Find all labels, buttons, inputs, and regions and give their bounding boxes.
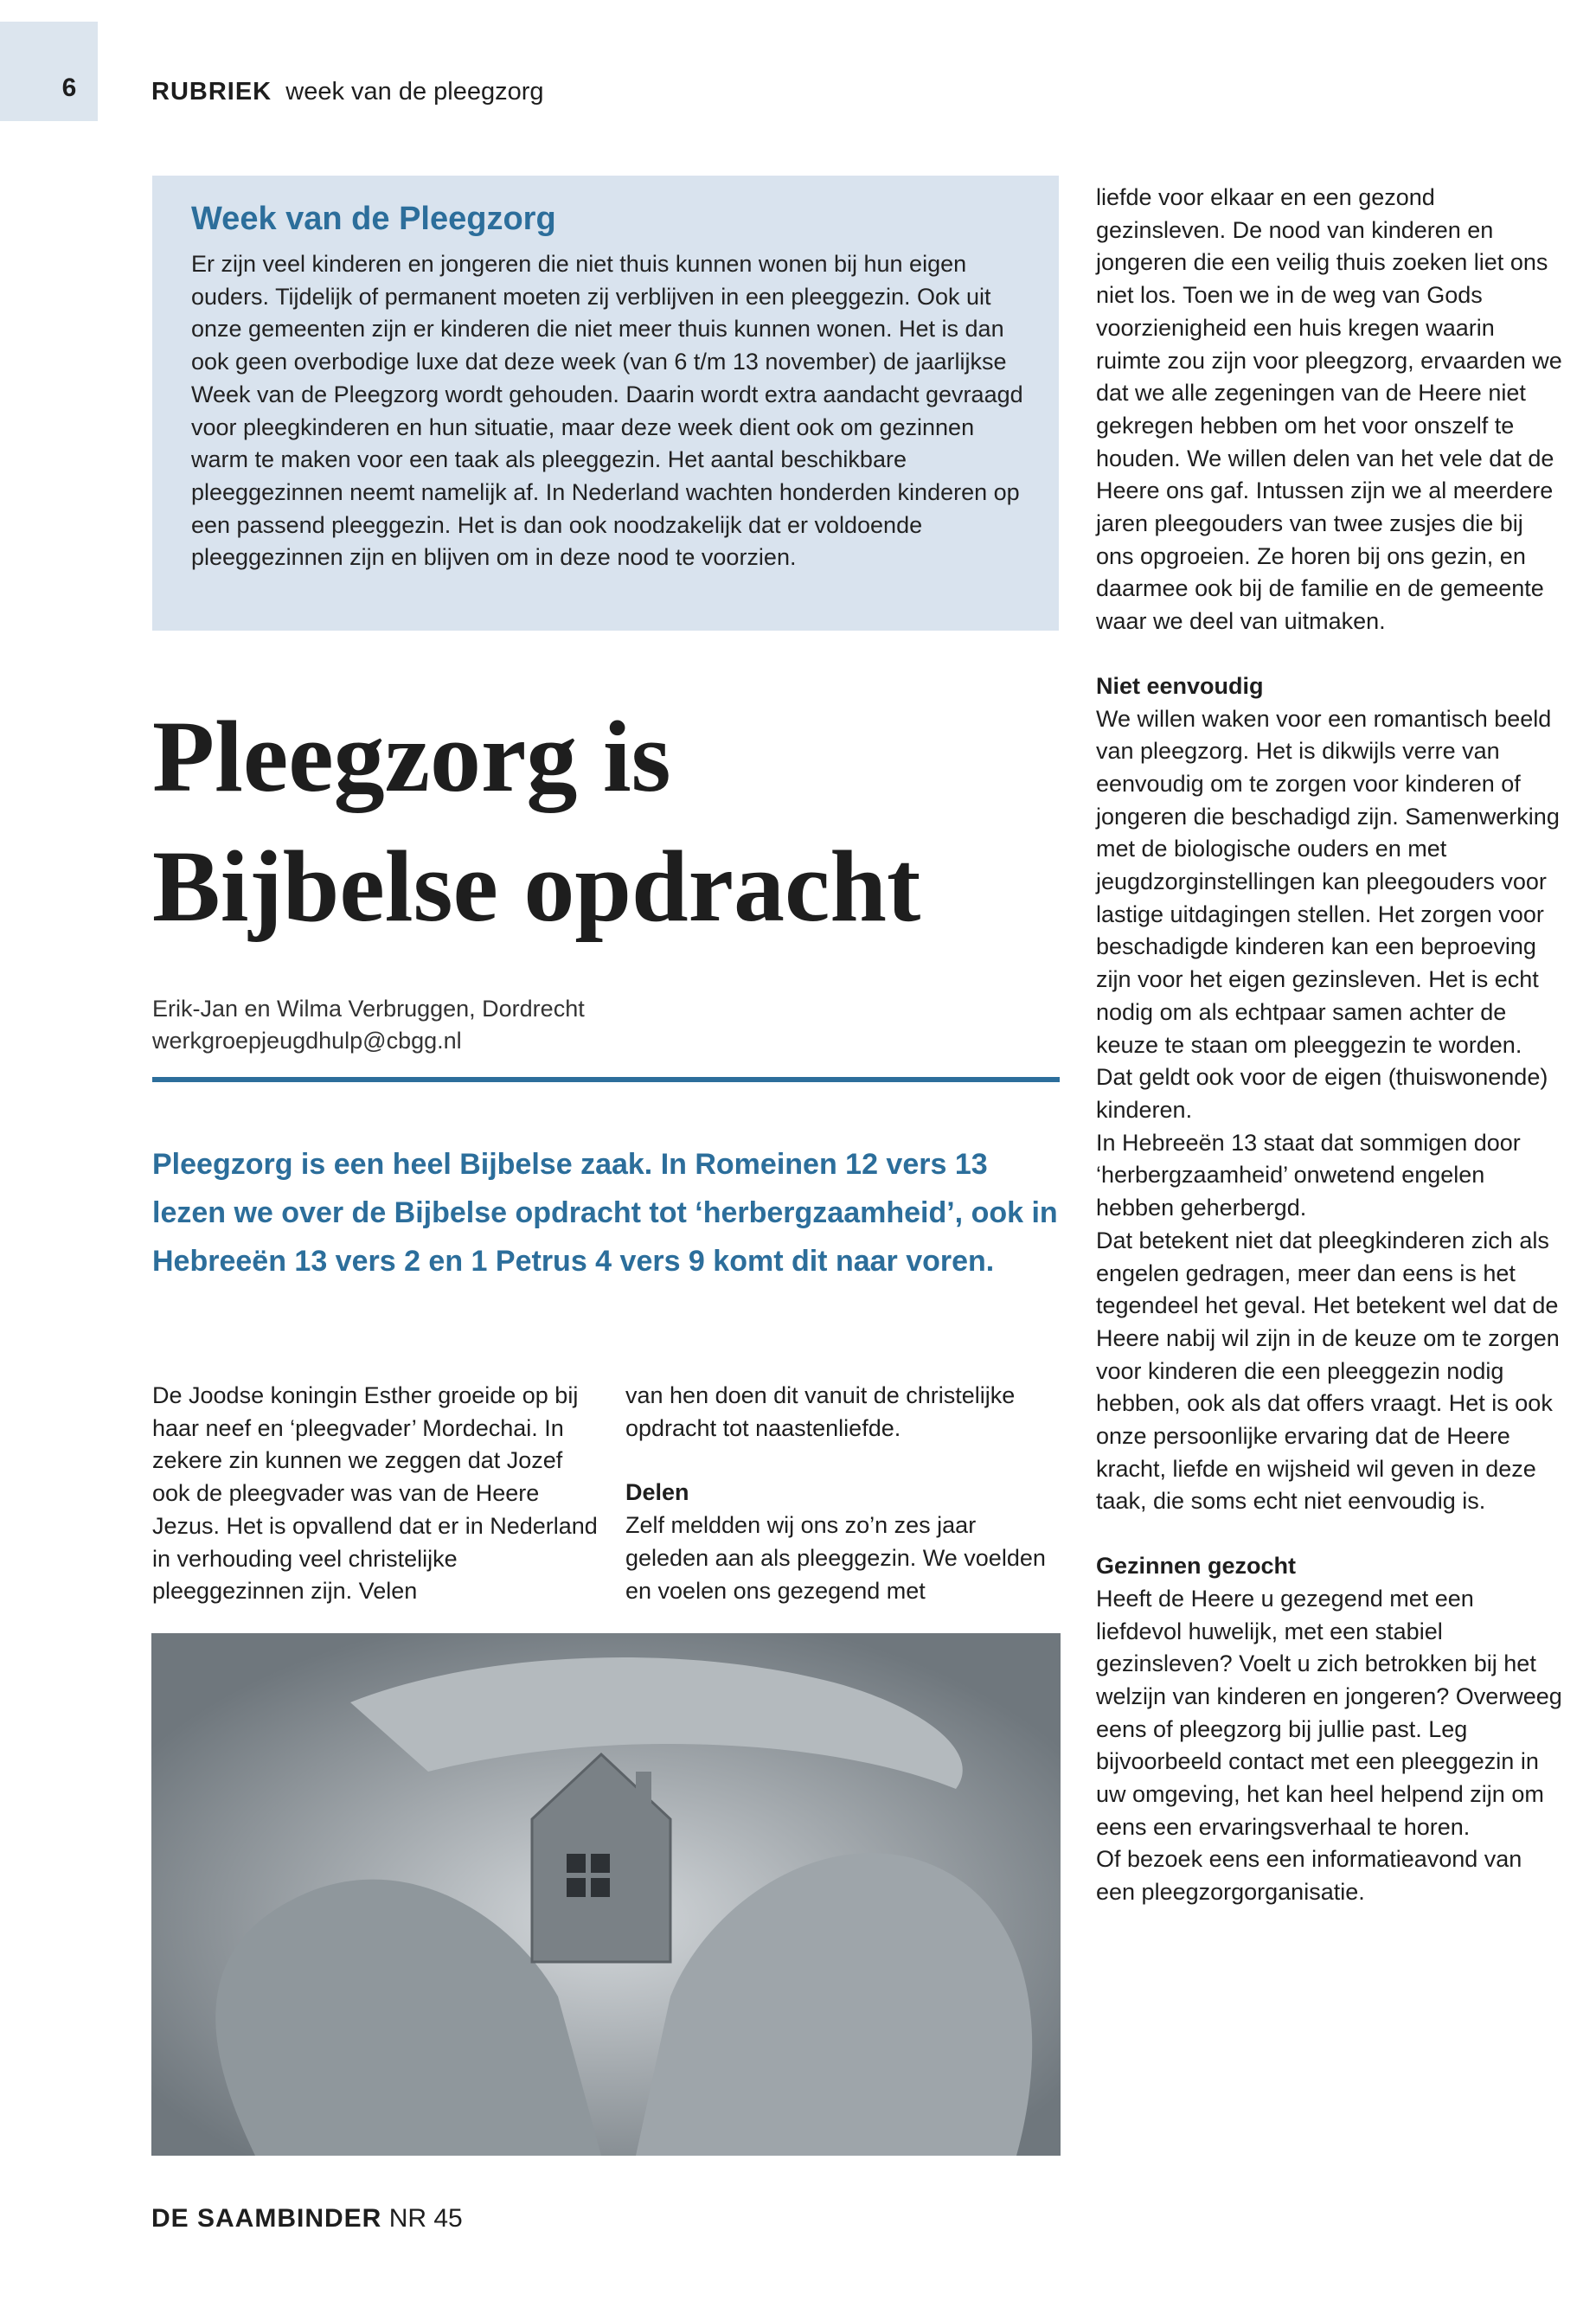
section-label: RUBRIEK bbox=[151, 78, 272, 106]
page-number: 6 bbox=[61, 74, 77, 102]
paragraph: Dat betekent niet dat pleegkinderen zich als engelen gedragen, meer dan eens is het tegendeel het geval. Het betekent wel dat de Heere nabij wil zijn in de keuze om te zorgen voor kinderen die een pleeggezin nodig hebben, ook als dat offers vraagt. Het is ook onze persoonlijke ervaring dat de Heere kracht, liefde en wijsheid wil geven in deze taak, die soms echt niet eenvoudig is. bbox=[1096, 1227, 1560, 1515]
house-window bbox=[567, 1854, 586, 1873]
intro-title: Week van de Pleegzorg bbox=[191, 201, 556, 237]
magazine-name: DE SAAMBINDER bbox=[151, 2204, 382, 2233]
running-header bbox=[151, 78, 544, 106]
column-3 bbox=[1096, 182, 1563, 1909]
house-chimney bbox=[636, 1772, 651, 1806]
paragraph: Zelf meldden wij ons zo’n zes jaar geleden aan als pleeggezin. We voelden en voelen ons gezegend met bbox=[625, 1512, 1046, 1604]
intro-text: Er zijn veel kinderen en jongeren die niet thuis kunnen wonen bij hun eigen ouders. Tijdelijk of permanent moeten zij verblijven in een pleeggezin. Ook uit onze gemeenten zijn er kinderen die niet meer thuis kunnen wonen. Het is dan ook geen overbodige luxe dat deze week (van 6 t/m 13 november) de jaarlijkse Week van de Pleegzorg wordt gehouden. Daarin wordt extra aandacht gevraagd voor pleegkinderen en hun situatie, maar deze week dient ook om gezinnen warm te maken voor een taak als pleeggezin. Het aantal beschikbare pleeggezinnen neemt namelijk af. In Nederland wachten honderden kinderen op een passend pleeggezin. Het is dan ook noodzakelijk dat er voldoende pleeggezinnen zijn en blijven om in deze nood te voorzien. bbox=[191, 251, 1023, 571]
house-window bbox=[567, 1878, 586, 1897]
article-title-line-1: Pleegzorg is bbox=[152, 700, 671, 813]
paragraph: In Hebreeën 13 staat dat sommigen door ‘herbergzaamheid’ onwetend engelen hebben geherbergd. bbox=[1096, 1129, 1521, 1221]
photo-illustration bbox=[151, 1633, 1061, 2156]
paragraph: liefde voor elkaar en een gezond gezinsleven. De nood van kinderen en jongeren die een veilig thuis zoeken liet ons niet los. Toen we in de weg van Gods voorzienigheid een huis kregen waarin ruimte zou zijn voor pleegzorg, ervaarden we dat we alle zegeningen van de Heere niet gekregen hebben om het voor onszelf te houden. We willen delen van het vele dat de Heere ons gaf. Intussen zijn we al meerdere jaren pleegouders van twee zusjes die bij ons opgroeien. Ze horen bij ons gezin, en daarmee ook bij de familie en de gemeente waar we deel van uitmaken. bbox=[1096, 184, 1562, 635]
paragraph: Of bezoek eens een informatieavond van een pleegzorgorganisatie. bbox=[1096, 1846, 1522, 1906]
photo-hands-holding-house bbox=[151, 1633, 1061, 2156]
section-title: week van de pleegzorg bbox=[285, 78, 544, 106]
lead-paragraph: Pleegzorg is een heel Bijbelse zaak. In Romeinen 12 vers 13 lezen we over de Bijbelse opdracht tot ‘herbergzaamheid’, ook in Hebreeën 13 vers 2 en 1 Petrus 4 vers 9 komt dit naar voren. bbox=[152, 1148, 1058, 1278]
page-footer bbox=[151, 2204, 463, 2234]
author-email: werkgroepjeugdhulp@cbgg.nl bbox=[152, 1028, 462, 1054]
column-2 bbox=[625, 1380, 1062, 1607]
subheading-delen: Delen bbox=[625, 1479, 689, 1506]
paragraph: De Joodse koningin Esther groeide op bij haar neef en ‘pleegvader’ Mordechai. In zekere zin kunnen we zeggen dat Jozef ook de pleegvader was van de Heere Jezus. Het is opvallend dat er in Nederland in verhouding veel christelijke pleeggezinnen zijn. Velen bbox=[152, 1382, 598, 1605]
paragraph: Heeft de Heere u gezegend met een liefdevol huwelijk, met een stabiel gezinsleven? Voelt u zich betrokken bij het welzijn van kinderen en jongeren? Overweeg eens of pleegzorg bij jullie past. Leg bijvoorbeeld contact met een pleeggezin in uw omgeving, het kan heel helpend zijn om eens een ervaringsverhaal te horen. bbox=[1096, 1585, 1562, 1840]
issue-number: NR 45 bbox=[388, 2204, 463, 2233]
title-divider bbox=[152, 1077, 1060, 1082]
subheading-gezinnen-gezocht: Gezinnen gezocht bbox=[1096, 1553, 1297, 1580]
house-window bbox=[591, 1854, 610, 1873]
subheading-niet-eenvoudig: Niet eenvoudig bbox=[1096, 672, 1264, 699]
page-number-box bbox=[0, 22, 98, 121]
column-1 bbox=[152, 1380, 602, 1608]
byline bbox=[152, 993, 585, 1057]
article-title bbox=[152, 692, 1061, 952]
paragraph: We willen waken voor een romantisch beeld van pleegzorg. Het is dikwijls verre van eenvoudig om te zorgen voor kinderen of jongeren die beschadigd zijn. Samenwerking met de biologische ouders en met jeugdzorginstellingen kan pleegouders voor lastige uitdagingen stellen. Het zorgen voor beschadigde kinderen kan een beproeving zijn voor het eigen gezinsleven. Het is echt nodig om als echtpaar samen achter de keuze te staan om pleeggezin te worden. Dat geldt ook voor de eigen (thuiswonende) kinderen. bbox=[1096, 705, 1560, 1123]
author: Erik-Jan en Wilma Verbruggen, Dordrecht bbox=[152, 996, 585, 1022]
house-window bbox=[591, 1878, 610, 1897]
article-title-line-2: Bijbelse opdracht bbox=[152, 830, 921, 943]
paragraph: van hen doen dit vanuit de christelijke opdracht tot naastenliefde. bbox=[625, 1382, 1016, 1441]
